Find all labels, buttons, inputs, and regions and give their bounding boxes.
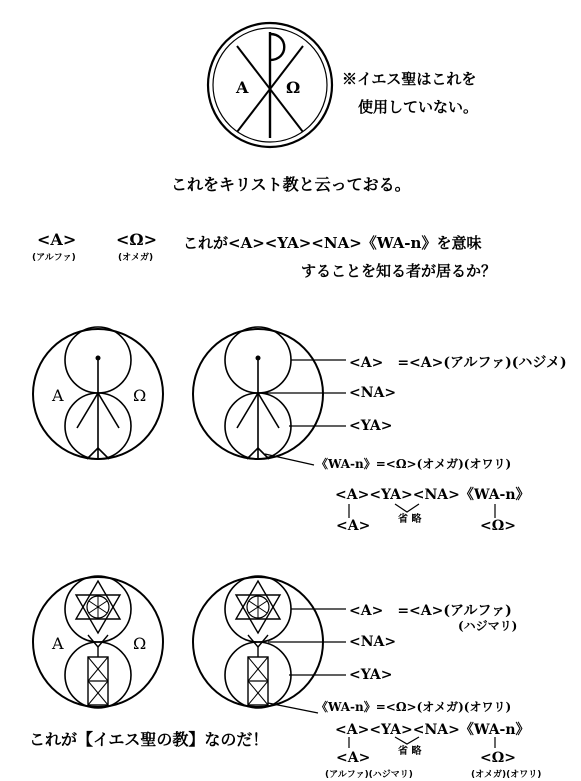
rho-loop bbox=[270, 34, 284, 60]
diagram1-label-na: <NA> bbox=[349, 385, 397, 401]
diagram1-left-letter-a: A bbox=[52, 386, 64, 405]
diagram2-label-ya: <YA> bbox=[349, 667, 393, 683]
diagram2-sequence-connectors bbox=[335, 735, 535, 751]
question-line1: これが<A><YA><NA>《WA-n》を意味 bbox=[183, 234, 482, 252]
omega-symbol: <Ω> bbox=[116, 230, 158, 249]
top-note-line1: ※イエス聖はこれを bbox=[342, 70, 477, 88]
chi-rho-symbol bbox=[205, 20, 335, 150]
diagram2-left-letter-a: A bbox=[52, 634, 64, 653]
diagram2-bottom-a-reading: (アルファ)(ハジマリ) bbox=[325, 770, 413, 780]
question-line2: することを知る者が居るか？ bbox=[301, 262, 497, 280]
diagram2-sequence: <A><YA><NA>《WA-n》 bbox=[335, 722, 530, 738]
diagram2-bottom-omega: <Ω> bbox=[480, 750, 516, 766]
diagram1-label-ya: <YA> bbox=[349, 418, 393, 434]
diagram1-bottom-omega: <Ω> bbox=[480, 518, 516, 534]
diagram1-leader-wan bbox=[265, 454, 314, 465]
top-caption: これをキリスト教と云っておる。 bbox=[171, 175, 411, 194]
diagram2-left-letter-omega: Ω bbox=[133, 634, 147, 653]
diagram2-leader-wan bbox=[268, 703, 318, 713]
chi-rho-letter-a: A bbox=[236, 78, 249, 97]
footer-caption: これが【イエス聖の教】なのだ！ bbox=[29, 730, 269, 749]
diagram2-bottom-a: <A> bbox=[336, 750, 371, 766]
top-note-line2: 使用していない。 bbox=[358, 98, 479, 116]
diagram2-bottom-omega-reading: (オメガ)(オワリ) bbox=[471, 770, 542, 780]
diagram2-label-a: <A> =<A>(アルファ) bbox=[349, 603, 512, 619]
omega-reading: (オメガ) bbox=[118, 253, 154, 263]
diagram2-label-na: <NA> bbox=[349, 634, 397, 650]
diagram1-label-wan: 《WA-n》=<Ω>(オメガ)(オワリ) bbox=[316, 457, 512, 471]
diagram1-left-letter-omega: Ω bbox=[133, 386, 147, 405]
alpha-reading: (アルファ) bbox=[32, 253, 76, 263]
diagram2-label-wan: 《WA-n》=<Ω>(オメガ)(オワリ) bbox=[316, 700, 512, 714]
diagram2-right-figure bbox=[186, 565, 346, 715]
chi-rho-letter-omega: Ω bbox=[286, 78, 301, 97]
diagram1-omit: 省 略 bbox=[398, 514, 422, 525]
diagram1-right-figure bbox=[186, 318, 346, 466]
alpha-symbol: <A> bbox=[37, 230, 77, 249]
diagram2-omit: 省 略 bbox=[398, 746, 422, 757]
diagram1-bottom-a: <A> bbox=[336, 518, 371, 534]
diagram1-label-a: <A> =<A>(アルファ)(ハジメ) bbox=[349, 355, 567, 371]
diagram2-label-a-sub: (ハジマリ) bbox=[458, 619, 518, 633]
diagram1-sequence: <A><YA><NA>《WA-n》 bbox=[335, 487, 530, 503]
